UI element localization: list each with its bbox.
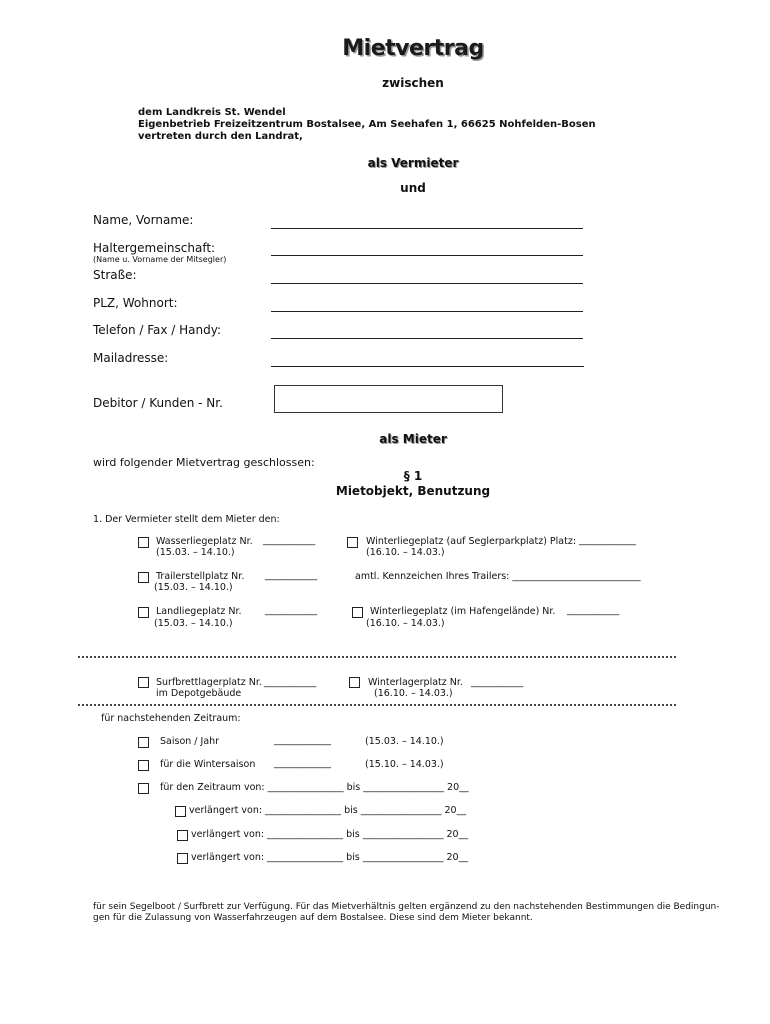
land-berth-period: (15.03. – 14.10.) bbox=[154, 618, 233, 629]
extension2-field[interactable]: verlängert von: ________________ bis _________________ 20__ bbox=[191, 829, 469, 840]
trailer-period: (15.03. – 14.10.) bbox=[154, 582, 233, 593]
winter-harbor-blank[interactable]: ___________ bbox=[567, 605, 620, 616]
concluded-text: wird folgender Mietvertrag geschlossen: bbox=[93, 456, 315, 469]
trailer-blank[interactable]: ___________ bbox=[265, 570, 318, 581]
footer-line1: für sein Segelboot / Surfbrett zur Verfügung. Für das Mietverhältnis gelten ergänzend zu den nachstehenden Bestimmungen die Bedingun- bbox=[93, 902, 720, 912]
land-berth-blank[interactable]: ___________ bbox=[265, 605, 318, 616]
dotted-divider-bottom bbox=[78, 704, 676, 706]
water-berth-period: (15.03. – 14.10.) bbox=[156, 547, 235, 558]
phone-label: Telefon / Fax / Handy: bbox=[93, 323, 222, 337]
trailer-label: Trailerstellplatz Nr. bbox=[156, 571, 245, 582]
zip-city-field[interactable] bbox=[271, 311, 583, 312]
landlord-line1: dem Landkreis St. Wendel bbox=[138, 107, 286, 118]
winter-storage-checkbox[interactable] bbox=[349, 677, 360, 688]
surf-storage-label: Surfbrettlagerplatz Nr. bbox=[156, 677, 262, 688]
winter-harbor-checkbox[interactable] bbox=[352, 607, 363, 618]
winter-season-label: für die Wintersaison bbox=[160, 759, 256, 770]
land-berth-checkbox[interactable] bbox=[138, 607, 149, 618]
surf-storage-location: im Depotgebäude bbox=[156, 688, 242, 699]
season-checkbox[interactable] bbox=[138, 737, 149, 748]
section-number: § 1 bbox=[403, 469, 423, 483]
extension1-field[interactable]: verlängert von: ________________ bis _________________ 20__ bbox=[189, 805, 467, 816]
winter-season-period: (15.10. – 14.03.) bbox=[365, 759, 444, 770]
surf-storage-checkbox[interactable] bbox=[138, 677, 149, 688]
email-label: Mailadresse: bbox=[93, 351, 169, 365]
extension1-checkbox[interactable] bbox=[175, 806, 186, 817]
winter-storage-blank[interactable]: ___________ bbox=[471, 677, 524, 688]
page-title: Mietvertrag bbox=[342, 36, 484, 61]
surf-storage-blank[interactable]: ___________ bbox=[264, 677, 317, 688]
as-landlord-text: als Vermieter bbox=[367, 156, 459, 170]
winter-sailer-label: Winterliegeplatz (auf Seglerparkplatz) Platz: bbox=[366, 536, 577, 547]
season-period: (15.03. – 14.10.) bbox=[365, 736, 444, 747]
trailer-checkbox[interactable] bbox=[138, 572, 149, 583]
name-field[interactable] bbox=[271, 228, 583, 229]
section-heading: Mietobjekt, Benutzung bbox=[335, 484, 491, 498]
winter-storage-period: (16.10. – 14.03.) bbox=[374, 688, 453, 699]
winter-harbor-period: (16.10. – 14.03.) bbox=[366, 618, 445, 629]
debtor-field[interactable] bbox=[274, 385, 503, 413]
water-berth-checkbox[interactable] bbox=[138, 537, 149, 548]
season-blank[interactable]: ____________ bbox=[274, 735, 331, 746]
winter-harbor-label: Winterliegeplatz (im Hafengelände) Nr. bbox=[370, 606, 556, 617]
landlord-line2: Eigenbetrieb Freizeitzentrum Bostalsee, Am Seehafen 1, 66625 Nohfelden-Bosen bbox=[138, 119, 596, 130]
winter-storage-label: Winterlagerplatz Nr. bbox=[368, 677, 463, 688]
period-label: für nachstehenden Zeitraum: bbox=[101, 713, 241, 724]
extension3-checkbox[interactable] bbox=[177, 853, 188, 864]
plate-field[interactable]: amtl. Kennzeichen Ihres Trailers: ___________________________ bbox=[355, 571, 641, 582]
zip-city-label: PLZ, Wohnort: bbox=[93, 296, 178, 310]
winter-season-blank[interactable]: ____________ bbox=[274, 758, 331, 769]
winter-sailer-period: (16.10. – 14.03.) bbox=[366, 547, 445, 558]
as-tenant-text: als Mieter bbox=[379, 432, 447, 446]
water-berth-label: Wasserliegeplatz Nr. bbox=[156, 536, 253, 547]
range-checkbox[interactable] bbox=[138, 783, 149, 794]
section-intro: 1. Der Vermieter stellt dem Mieter den: bbox=[93, 514, 280, 525]
street-field[interactable] bbox=[271, 283, 583, 284]
dotted-divider-top bbox=[78, 656, 676, 658]
water-berth-blank[interactable]: ___________ bbox=[263, 535, 316, 546]
owner-group-hint: (Name u. Vorname der Mitsegler) bbox=[93, 255, 227, 264]
between-text: zwischen bbox=[382, 76, 444, 90]
debtor-label: Debitor / Kunden - Nr. bbox=[93, 396, 223, 410]
owner-group-field[interactable] bbox=[271, 255, 583, 256]
footer-line2: gen für die Zulassung von Wasserfahrzeugen auf dem Bostalsee. Diese sind dem Mieter bekannt. bbox=[93, 913, 533, 923]
winter-season-checkbox[interactable] bbox=[138, 760, 149, 771]
winter-sailer-blank[interactable]: ____________ bbox=[579, 535, 636, 546]
owner-group-label: Haltergemeinschaft: bbox=[93, 241, 216, 255]
email-field[interactable] bbox=[271, 366, 584, 367]
range-field[interactable]: für den Zeitraum von: ________________ bis _________________ 20__ bbox=[160, 782, 469, 793]
land-berth-label: Landliegeplatz Nr. bbox=[156, 606, 242, 617]
and-text: und bbox=[400, 181, 426, 195]
season-label: Saison / Jahr bbox=[160, 736, 220, 747]
extension2-checkbox[interactable] bbox=[177, 830, 188, 841]
street-label: Straße: bbox=[93, 268, 137, 282]
phone-field[interactable] bbox=[271, 338, 583, 339]
name-label: Name, Vorname: bbox=[93, 213, 194, 227]
extension3-field[interactable]: verlängert von: ________________ bis _________________ 20__ bbox=[191, 852, 469, 863]
landlord-line3: vertreten durch den Landrat, bbox=[138, 131, 303, 142]
winter-sailer-checkbox[interactable] bbox=[347, 537, 358, 548]
